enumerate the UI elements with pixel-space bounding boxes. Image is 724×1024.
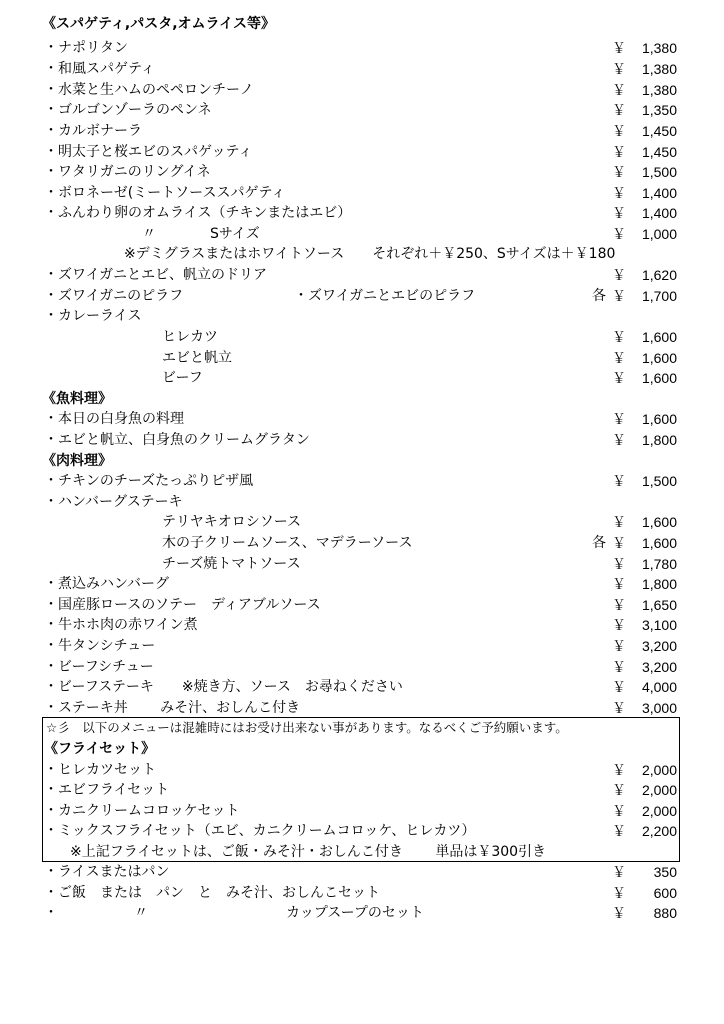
item-name: ・牛ホホ肉の赤ワイン煮	[44, 617, 198, 633]
yen-sign: ￥	[612, 123, 626, 139]
yen-sign: ￥	[612, 370, 626, 386]
item-name: ・ご飯 または パン と みそ汁、おしんこセット	[44, 885, 380, 901]
item-price: 1,700	[641, 288, 677, 304]
item-price: 1,350	[641, 102, 677, 118]
item-price: 1,600	[641, 370, 677, 386]
item-price: 1,380	[641, 82, 677, 98]
menu-item	[0, 657, 724, 678]
yen-sign: ￥	[612, 226, 626, 242]
item-name: ・ビーフシチュー	[44, 659, 154, 675]
menu-item	[0, 142, 724, 163]
yen-sign: ￥	[612, 411, 626, 427]
yen-sign: ￥	[612, 535, 626, 551]
item-name: ・エビフライセット	[44, 782, 170, 798]
item-price: 600	[653, 885, 677, 901]
menu-item	[0, 59, 724, 80]
ditto-mark: 〃	[142, 226, 156, 242]
sauce-note-row	[0, 244, 724, 265]
item-price: 1,380	[641, 40, 677, 56]
menu-item	[0, 409, 724, 430]
yen-sign: ￥	[612, 659, 626, 675]
menu-item	[0, 574, 724, 595]
item-name: ・明太子と桜エビのスパゲッティ	[44, 144, 253, 160]
each-mark: 各	[592, 535, 606, 551]
yen-sign: ￥	[612, 329, 626, 345]
yen-sign: ￥	[612, 864, 626, 880]
menu-item	[0, 265, 724, 286]
item-price: 3,200	[641, 659, 677, 675]
item-name: ・カレーライス	[44, 308, 142, 324]
menu-item	[0, 677, 724, 698]
item-name: ・本日の白身魚の料理	[44, 411, 184, 427]
menu-item	[0, 862, 724, 883]
item-name: ビーフ	[162, 370, 203, 386]
item-price: 1,800	[641, 432, 677, 448]
fry-note: ※上記フライセットは、ご飯・みそ汁・おしんこ付き 単品は￥300引き	[70, 844, 547, 860]
item-price: 1,650	[641, 597, 677, 613]
item-name: カップスープのセット	[286, 905, 424, 921]
menu-item	[0, 80, 724, 101]
meat-heading-row	[0, 451, 724, 472]
menu-sub-item	[0, 533, 724, 554]
item-price: 4,000	[641, 679, 677, 695]
menu-item	[0, 615, 724, 636]
item-name: ・ズワイガニとエビ、帆立のドリア	[44, 267, 268, 283]
item-name: ・カルボナーラ	[44, 123, 142, 139]
menu-item	[0, 698, 724, 719]
item-name: ヒレカツ	[162, 329, 218, 345]
item-name: ・ライスまたはパン	[44, 864, 170, 880]
item-price: 1,500	[641, 473, 677, 489]
item-price: 1,600	[641, 411, 677, 427]
menu-item	[0, 821, 724, 842]
item-price: 2,000	[641, 762, 677, 778]
item-price: 350	[653, 864, 677, 880]
fish-heading-row	[0, 389, 724, 410]
item-name: ・ボロネーゼ(ミートソーススパゲティ	[44, 185, 286, 201]
item-price: 1,000	[641, 226, 677, 242]
item-price: 2,200	[641, 823, 677, 839]
menu-item-pilaf	[0, 286, 724, 307]
sauce-note: ※デミグラスまたはホワイトソース それぞれ＋￥250、Sサイズは＋￥180	[124, 246, 616, 262]
item-price: 1,400	[641, 205, 677, 221]
item-name: エビと帆立	[162, 350, 232, 366]
yen-sign: ￥	[612, 82, 626, 98]
yen-sign: ￥	[612, 782, 626, 798]
yen-sign: ￥	[612, 638, 626, 654]
item-price: 1,800	[641, 576, 677, 592]
fry-note-row	[0, 842, 724, 863]
section-heading: 《魚料理》	[42, 391, 112, 407]
menu-item	[0, 430, 724, 451]
menu-item	[0, 162, 724, 183]
item-name: チーズ焼トマトソース	[162, 556, 301, 572]
item-name: ・ハンバーグステーキ	[44, 494, 183, 510]
item-name: ・エビと帆立、白身魚のクリームグラタン	[44, 432, 310, 448]
section-heading: 《スパゲティ,パスタ,オムライス等》	[42, 16, 275, 32]
item-name: ・ふんわり卵のオムライス（チキンまたはエビ）	[44, 205, 352, 221]
yen-sign: ￥	[612, 102, 626, 118]
item-name: ・和風スパゲティ	[44, 61, 155, 77]
item-name: ・ナポリタン	[44, 40, 128, 56]
item-name: ・ズワイガニとエビのピラフ	[294, 288, 476, 304]
yen-sign: ￥	[612, 267, 626, 283]
yen-sign: ￥	[612, 762, 626, 778]
yen-sign: ￥	[612, 597, 626, 613]
menu-item	[0, 471, 724, 492]
yen-sign: ￥	[612, 473, 626, 489]
ditto-mark: 〃	[134, 905, 148, 921]
yen-sign: ￥	[612, 556, 626, 572]
busy-note-row	[0, 718, 724, 739]
yen-sign: ￥	[612, 185, 626, 201]
item-price: 1,500	[641, 164, 677, 180]
item-price: 1,450	[641, 123, 677, 139]
item-price: 1,380	[641, 61, 677, 77]
item-name: ・ステーキ丼 みそ汁、おしんこ付き	[44, 700, 301, 716]
yen-sign: ￥	[612, 514, 626, 530]
item-price: 3,200	[641, 638, 677, 654]
item-price: 1,400	[641, 185, 677, 201]
yen-sign: ￥	[612, 803, 626, 819]
yen-sign: ￥	[612, 144, 626, 160]
menu-sub-item	[0, 348, 724, 369]
menu-sub-item	[0, 512, 724, 533]
menu-item	[0, 760, 724, 781]
item-name: 木の子クリームソース、マデラーソース	[162, 535, 413, 551]
yen-sign: ￥	[612, 288, 626, 304]
menu-item	[0, 801, 724, 822]
yen-sign: ￥	[612, 205, 626, 221]
item-name: ・チキンのチーズたっぷりピザ風	[44, 473, 254, 489]
item-name: ・ミックスフライセット（エビ、カニクリームコロッケ、ヒレカツ）	[44, 823, 476, 839]
item-price: 1,620	[641, 267, 677, 283]
menu-item	[0, 883, 724, 904]
section-heading: 《フライセット》	[44, 741, 156, 757]
item-name: ・ズワイガニのピラフ	[44, 288, 184, 304]
yen-sign: ￥	[612, 885, 626, 901]
yen-sign: ￥	[612, 576, 626, 592]
menu-item	[0, 306, 724, 327]
yen-sign: ￥	[612, 432, 626, 448]
menu-sub-item	[0, 554, 724, 575]
menu-sub-item	[0, 327, 724, 348]
item-price: 1,600	[641, 514, 677, 530]
menu-item	[0, 595, 724, 616]
menu-item	[0, 38, 724, 59]
yen-sign: ￥	[612, 700, 626, 716]
yen-sign: ￥	[612, 164, 626, 180]
item-name: ・ヒレカツセット	[44, 762, 156, 778]
item-name: ・煮込みハンバーグ	[44, 576, 170, 592]
item-price: 1,600	[641, 535, 677, 551]
item-price: 2,000	[641, 803, 677, 819]
bullet: ・	[44, 905, 58, 921]
item-price: 1,780	[641, 556, 677, 572]
menu-item	[0, 780, 724, 801]
menu-item	[0, 121, 724, 142]
item-price: 3,000	[641, 700, 677, 716]
yen-sign: ￥	[612, 679, 626, 695]
menu-item	[0, 492, 724, 513]
item-name: ・カニクリームコロッケセット	[44, 803, 240, 819]
menu-item-omurice-small	[0, 224, 724, 245]
item-name: ・ビーフステーキ ※焼き方、ソース お尋ねください	[44, 679, 403, 695]
menu-sub-item	[0, 368, 724, 389]
section-heading: 《肉料理》	[42, 453, 112, 469]
yen-sign: ￥	[612, 61, 626, 77]
item-price: 1,450	[641, 144, 677, 160]
menu-item	[0, 636, 724, 657]
menu-item	[0, 203, 724, 224]
item-price: 1,600	[641, 329, 677, 345]
item-price: 880	[653, 905, 677, 921]
item-price: 3,100	[641, 617, 677, 633]
each-mark: 各	[592, 288, 606, 304]
item-name: Sサイズ	[210, 226, 260, 242]
yen-sign: ￥	[612, 617, 626, 633]
yen-sign: ￥	[612, 905, 626, 921]
fry-heading-row	[0, 739, 724, 760]
item-name: ・ワタリガニのリングイネ	[44, 164, 211, 180]
yen-sign: ￥	[612, 350, 626, 366]
menu-item	[0, 183, 724, 204]
item-name: ・水菜と生ハムのペペロンチーノ	[44, 82, 254, 98]
item-name: ・牛タンシチュー	[44, 638, 156, 654]
item-name: ・国産豚ロースのソテー ディアブルソース	[44, 597, 321, 613]
yen-sign: ￥	[612, 823, 626, 839]
menu-item	[0, 100, 724, 121]
item-price: 2,000	[641, 782, 677, 798]
item-name: テリヤキオロシソース	[162, 514, 302, 530]
item-name: ・ゴルゴンゾーラのペンネ	[44, 102, 212, 118]
pasta-heading-row	[0, 14, 724, 35]
item-price: 1,600	[641, 350, 677, 366]
menu-item-soup-set	[0, 903, 724, 924]
busy-note: ☆彡 以下のメニューは混雑時にはお受け出来ない事があります。なるべくご予約願います。	[46, 720, 568, 735]
yen-sign: ￥	[612, 40, 626, 56]
